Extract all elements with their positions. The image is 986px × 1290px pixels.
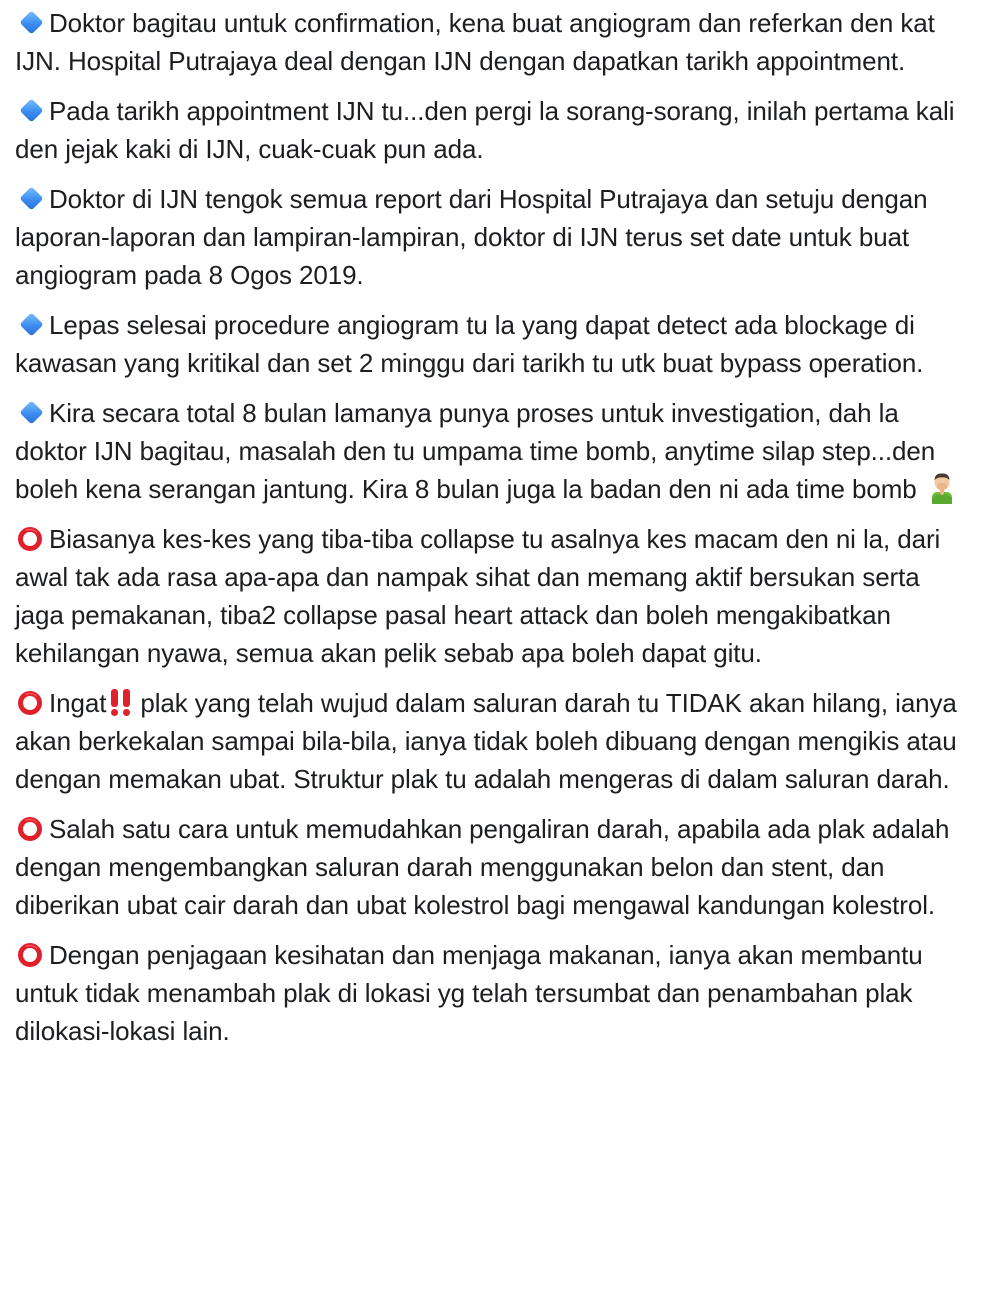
paragraph-plaque-warning — [15, 684, 972, 798]
large-blue-diamond-icon — [19, 10, 43, 34]
paragraph-referral — [15, 4, 972, 80]
paragraph-time-bomb — [15, 394, 972, 508]
hollow-red-circle-icon — [17, 942, 43, 968]
paragraph-text: Biasanya kes-kes yang tiba-tiba collapse tu asalnya kes macam den ni la, dari awal tak ada rasa apa-apa dan nampak sihat dan memang aktif bersukan serta jaga pemakanan, tiba2 collapse pasal heart attack dan boleh mengakibatkan kehilangan nyawa, semua akan pelik sebab apa boleh dapat gitu. — [15, 524, 941, 668]
large-blue-diamond-icon — [19, 186, 43, 210]
paragraph-text: Salah satu cara untuk memudahkan pengaliran darah, apabila ada plak adalah dengan mengembangkan saluran darah menggunakan belon dan stent, dan diberikan ubat cair darah dan ubat kolestrol bagi mengawal kandungan kolestrol. — [15, 814, 950, 920]
hollow-red-circle-icon — [17, 690, 43, 716]
large-blue-diamond-icon — [19, 98, 43, 122]
paragraph-lead: Ingat — [49, 688, 107, 718]
paragraph-text: Doktor di IJN tengok semua report dari Hospital Putrajaya dan setuju dengan laporan-laporan dan lampiran-lampiran, doktor di IJN terus set date untuk buat angiogram pada 8 Ogos 2019. — [15, 184, 928, 290]
hollow-red-circle-icon — [17, 526, 43, 552]
paragraph-appointment — [15, 92, 972, 168]
paragraph-ijn-review — [15, 180, 972, 294]
paragraph-text: Dengan penjagaan kesihatan dan menjaga makanan, ianya akan membantu untuk tidak menambah plak di lokasi yg telah tersumbat dan penambahan plak dilokasi-lokasi lain. — [15, 940, 923, 1046]
man-facepalming-icon — [928, 472, 956, 504]
paragraph-healthcare-advice — [15, 936, 972, 1050]
paragraph-text: Doktor bagitau untuk confirmation, kena buat angiogram dan referkan den kat IJN. Hospital Putrajaya deal dengan IJN dengan dapatkan tarikh appointment. — [15, 8, 935, 76]
large-blue-diamond-icon — [19, 312, 43, 336]
paragraph-text: plak yang telah wujud dalam saluran darah tu TIDAK akan hilang, ianya akan berkekalan sampai bila-bila, ianya tidak boleh dibuang dengan mengikis atau dengan memakan ubat. Struktur plak tu adalah mengeras di dalam saluran darah. — [15, 688, 957, 794]
paragraph-angiogram-result — [15, 306, 972, 382]
hollow-red-circle-icon — [17, 816, 43, 842]
paragraph-sudden-collapse — [15, 520, 972, 672]
double-exclamation-icon — [108, 687, 134, 717]
paragraph-stent-treatment — [15, 810, 972, 924]
paragraph-text: Kira secara total 8 bulan lamanya punya proses untuk investigation, dah la doktor IJN bagitau, masalah den tu umpama time bomb, anytime silap step...den boleh kena serangan jantung. Kira 8 bulan juga la badan den ni ada time bomb — [15, 398, 936, 504]
paragraph-text: Pada tarikh appointment IJN tu...den pergi la sorang-sorang, inilah pertama kali den jejak kaki di IJN, cuak-cuak pun ada. — [15, 96, 955, 164]
paragraph-text: Lepas selesai procedure angiogram tu la yang dapat detect ada blockage di kawasan yang kritikal dan set 2 minggu dari tarikh tu utk buat bypass operation. — [15, 310, 924, 378]
large-blue-diamond-icon — [19, 400, 43, 424]
